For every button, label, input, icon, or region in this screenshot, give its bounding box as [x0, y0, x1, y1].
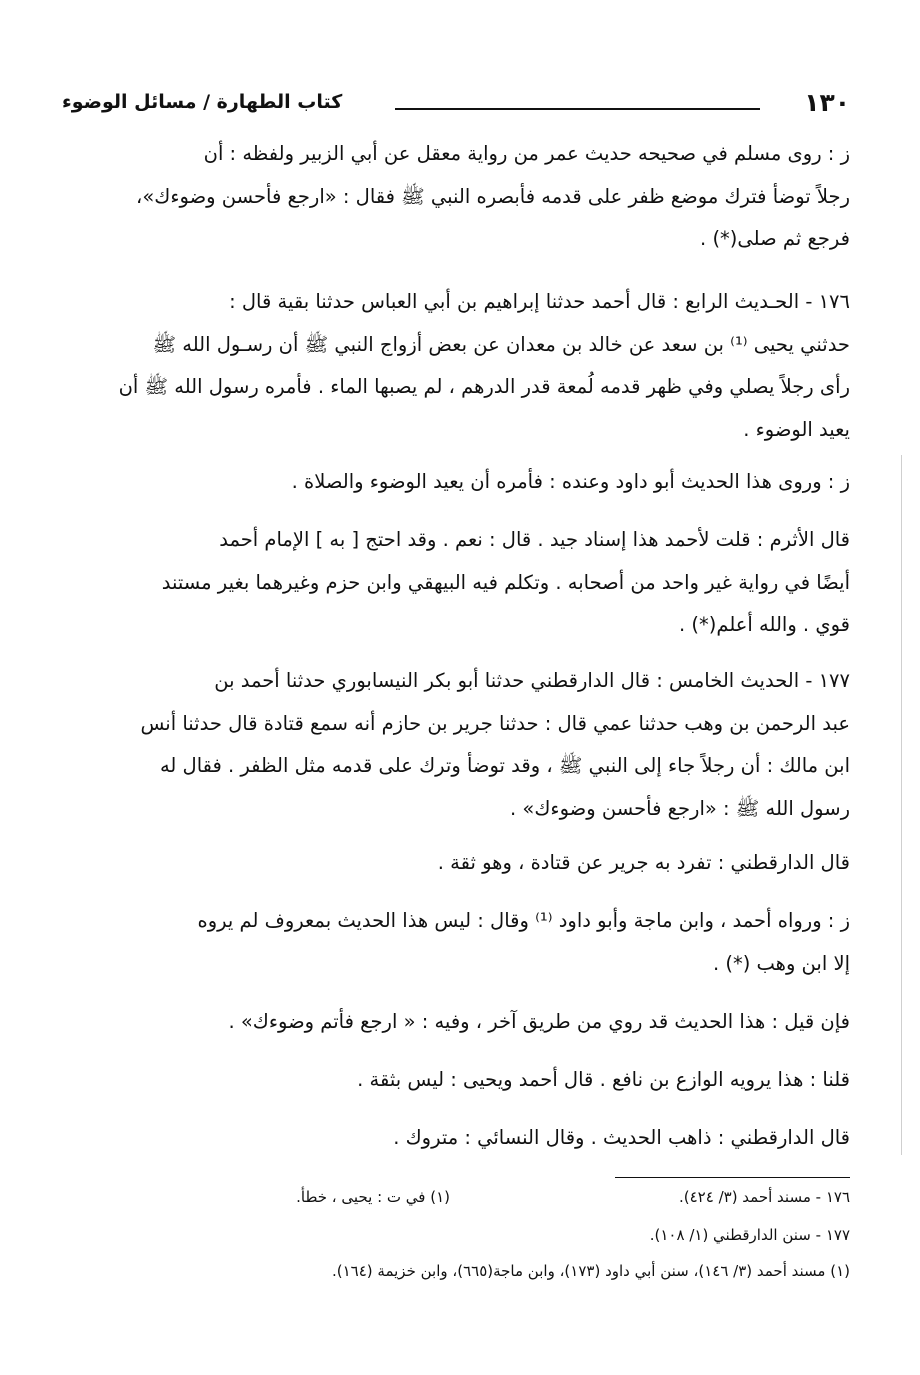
header-rule: [395, 108, 760, 110]
text-line: قوي . والله أعلم(*) .: [679, 613, 850, 636]
text-line: إلا ابن وهب (*) .: [712, 951, 850, 975]
paragraph-athram: [105, 519, 850, 647]
page-number: ١٣٠: [804, 88, 850, 117]
text-line: قال الدارقطني : ذاهب الحديث . وقال النسائي : متروك .: [393, 1126, 850, 1149]
text-line: ز : روى مسلم في صحيحه حديث عمر من رواية معقل عن أبي الزبير ولفظه : أن: [203, 142, 850, 165]
paragraph-daraqutni-comment: [160, 842, 850, 885]
footnote-separator: [615, 1177, 850, 1178]
paragraph-objection: [160, 1001, 850, 1044]
text-line: رأى رجلاً يصلي وفي ظهر قدمه لُمعة قدر الدرهم ، لم يصبها الماء . فأمره رسول الله ﷺ أن: [118, 375, 850, 398]
text-line: رجلاً توضأ فترك موضع ظفر على قدمه فأبصره النبي ﷺ فقال : «ارجع فأحسن وضوءك»،: [136, 184, 850, 208]
text-line: قلنا : هذا يرويه الوازع بن نافع . قال أحمد ويحيى : ليس بثقة .: [357, 1068, 850, 1091]
footnote-sources: (١) مسند أحمد (٣/ ١٤٦)، سنن أبي داود (١٧٣)، وابن ماجة(٦٦٥)، وابن خزيمة (١٦٤).: [332, 1262, 850, 1280]
page-header: [0, 88, 920, 128]
text-line: ١٧٧ - الحديث الخامس : قال الدارقطني حدثنا أبو بكر النيسابوري حدثنا أحمد بن: [214, 669, 850, 692]
running-title: كتاب الطهارة / مسائل الوضوء: [62, 91, 343, 113]
footnote-ref-177: ١٧٧ - سنن الدارقطني (١/ ١٠٨).: [649, 1226, 850, 1244]
text-line: حدثني يحيى ⁽¹⁾ بن سعد عن خالد بن معدان عن بعض أزواج النبي ﷺ أن رسـول الله ﷺ: [152, 332, 850, 356]
text-line: ابن مالك : أن رجلاً جاء إلى النبي ﷺ ، وقد توضأ وترك على قدمه مثل الظفر . فقال له: [159, 754, 850, 777]
paragraph-reply: [160, 1059, 850, 1102]
paragraph-muslim-narration: [105, 133, 850, 261]
text-line: أيضًا في رواية غير واحد من أصحابه . وتكلم فيه البيهقي وابن حزم وغيرهما بغير مستند: [161, 570, 850, 594]
paragraph-ahmad-narration: [105, 900, 850, 985]
text-line: قال الأثرم : قلت لأحمد هذا إسناد جيد . قال : نعم . وقد احتج [ به ] الإمام أحمد: [219, 528, 850, 551]
text-line: قال الدارقطني : تفرد به جرير عن قتادة ، وهو ثقة .: [437, 851, 850, 874]
paragraph-abu-dawud: [160, 461, 850, 504]
hadith-176: [105, 281, 850, 451]
paragraph-nasai: [160, 1117, 850, 1160]
text-line: عبد الرحمن بن وهب حدثنا عمي قال : حدثنا جرير بن حازم أنه سمع قتادة قال حدثنا أنس: [140, 711, 850, 735]
footnote-ref-176: ١٧٦ - مسند أحمد (٣/ ٤٢٤).: [679, 1188, 850, 1206]
footnote-yahya: (١) في ت : يحيى ، خطأ.: [296, 1188, 450, 1206]
hadith-177: [105, 660, 850, 830]
text-line: فإن قيل : هذا الحديث قد روي من طريق آخر ، وفيه : « ارجع فأتم وضوءك» .: [228, 1010, 850, 1033]
scan-edge-line: [901, 455, 902, 1155]
text-line: يعيد الوضوء .: [743, 417, 850, 441]
text-line: ١٧٦ - الحـديث الرابع : قال أحمد حدثنا إبراهيم بن أبي العباس حدثنا بقية قال :: [229, 290, 850, 313]
text-line: ز : ورواه أحمد ، وابن ماجة وأبو داود ⁽¹⁾ وقال : ليس هذا الحديث بمعروف لم يروه: [197, 909, 850, 932]
text-line: فرجع ثم صلى(*) .: [700, 227, 850, 250]
text-line: ز : وروى هذا الحديث أبو داود وعنده : فأمره أن يعيد الوضوء والصلاة .: [291, 470, 850, 493]
footnotes: [80, 1188, 850, 1288]
text-line: رسول الله ﷺ : «ارجع فأحسن وضوءك» .: [510, 796, 850, 820]
